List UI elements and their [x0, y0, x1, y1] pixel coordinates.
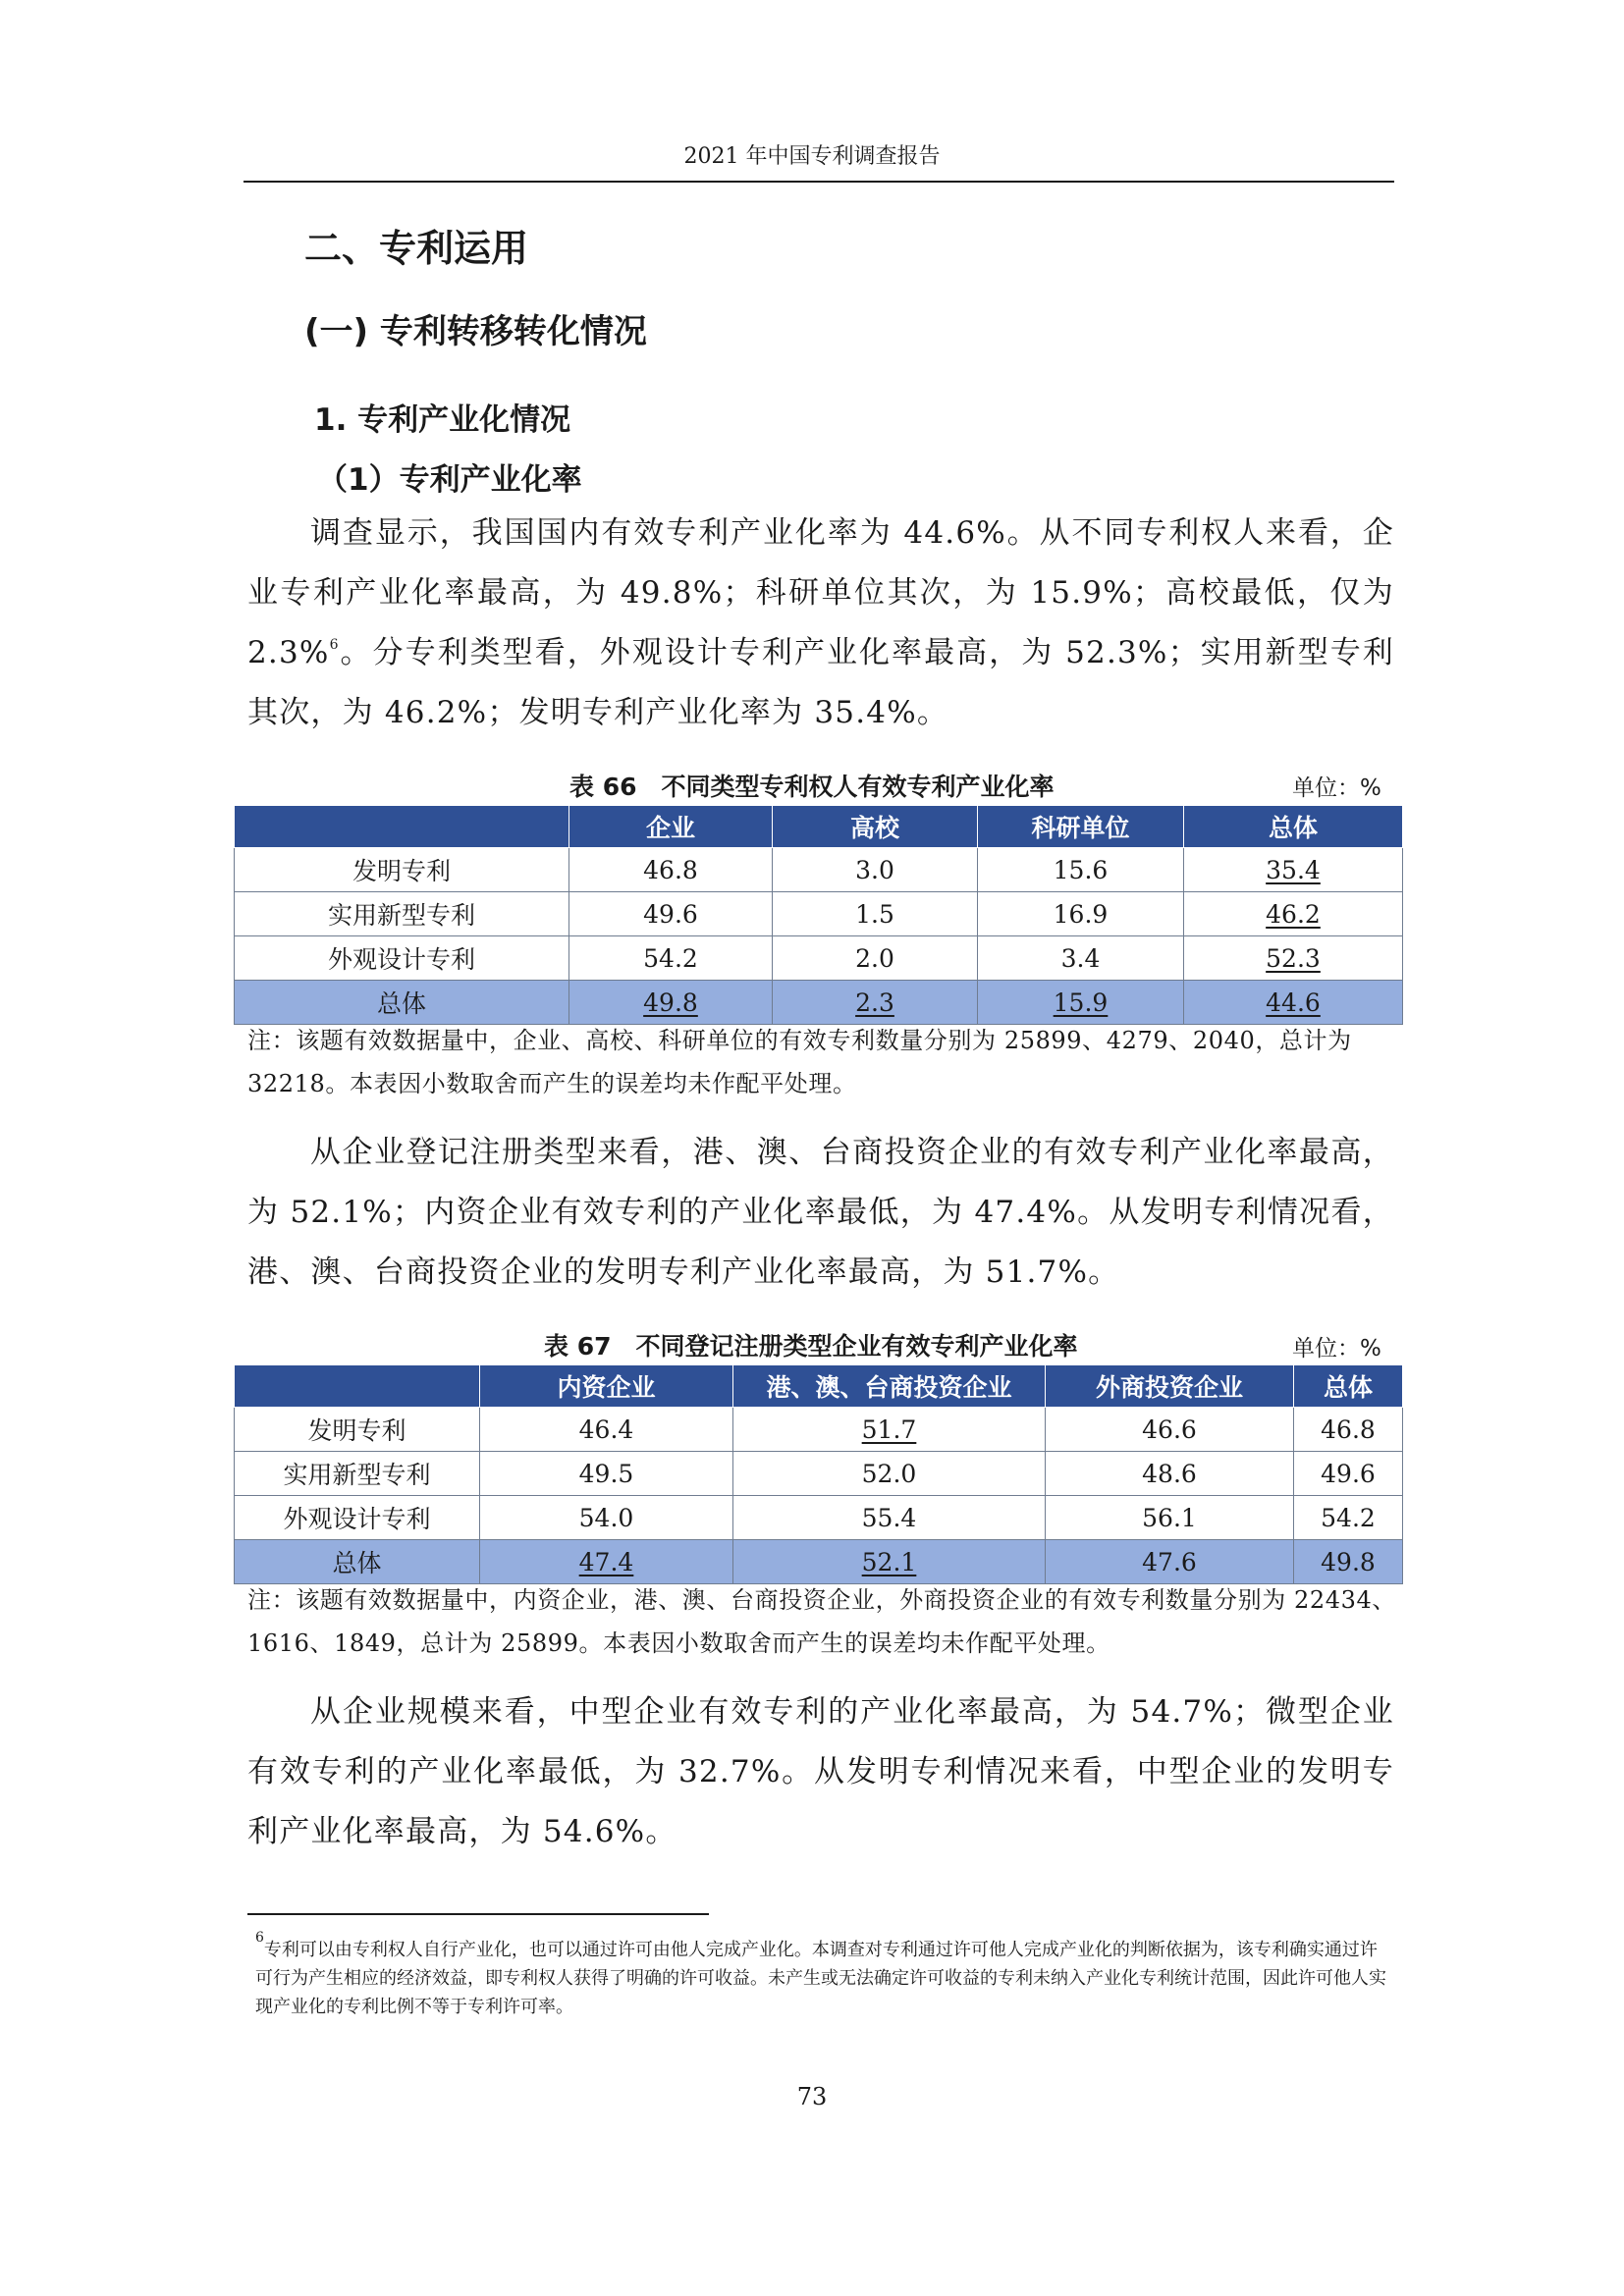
table-66-header-cell — [235, 806, 569, 848]
table-cell-value: 51.7 — [861, 1415, 917, 1444]
table-cell-value: 52.3 — [1266, 943, 1321, 973]
paragraph-1-text-a: 调查显示，我国国内有效专利产业化率为 44.6%。从不同专利权人来看，企业专利产业化率最高，为 49.8%；科研单位其次，为 15.9%；高校最低，仅为 2.3% — [247, 515, 1394, 670]
table-cell: 49.5 — [480, 1452, 733, 1496]
row-label: 实用新型专利 — [235, 1452, 480, 1496]
table-cell — [1184, 936, 1403, 981]
table-cell — [480, 1540, 733, 1584]
table-cell: 48.6 — [1046, 1452, 1294, 1496]
row-label: 外观设计专利 — [235, 1496, 480, 1540]
table-cell-value: 15.9 — [1053, 988, 1109, 1017]
paragraph-3 — [247, 1682, 1394, 1862]
table-cell — [569, 981, 773, 1025]
table-cell: 16.9 — [978, 892, 1184, 936]
table-cell: 55.4 — [733, 1496, 1046, 1540]
table-cell — [773, 981, 978, 1025]
paragraph-2-text: 从企业登记注册类型来看，港、澳、台商投资企业的有效专利产业化率最高，为 52.1%；内资企业有效专利的产业化率最低，为 47.4%。从发明专利情况看，港、澳、台商投资企业的发明专利产业化率最高，为 51.7%。 — [247, 1135, 1394, 1290]
table-67-header-row — [235, 1365, 1403, 1408]
table-row — [235, 1408, 1403, 1452]
table-cell-value: 44.6 — [1266, 988, 1321, 1017]
table-66 — [234, 805, 1403, 1025]
table-cell: 2.0 — [773, 936, 978, 981]
table-cell-value: 35.4 — [1266, 855, 1321, 884]
table-cell: 47.6 — [1046, 1540, 1294, 1584]
table-66-note: 注：该题有效数据量中，企业、高校、科研单位的有效专利数量分别为 25899、4279、2040，总计为 32218。本表因小数取舍而产生的误差均未作配平处理。 — [247, 1027, 1352, 1097]
paragraph-1 — [247, 504, 1394, 743]
table-67-caption: 表 67 不同登记注册类型企业有效专利产业化率 — [544, 1332, 1078, 1361]
table-67 — [234, 1364, 1403, 1584]
table-cell: 15.6 — [978, 848, 1184, 892]
table-cell — [733, 1540, 1046, 1584]
table-67-note: 注：该题有效数据量中，内资企业，港、澳、台商投资企业，外商投资企业的有效专利数量分别为 22434、1616、1849，总计为 25899。本表因小数取舍而产生的误差均未作配平处理。 — [247, 1586, 1396, 1657]
row-label: 外观设计专利 — [235, 936, 569, 981]
table-66-header-cell: 高校 — [773, 806, 978, 848]
row-label: 实用新型专利 — [235, 892, 569, 936]
table-cell: 49.6 — [1294, 1452, 1403, 1496]
table-cell — [1184, 892, 1403, 936]
table-cell: 54.2 — [1294, 1496, 1403, 1540]
footnote-ref: 6 — [329, 637, 340, 653]
table-total-row — [235, 1540, 1403, 1584]
topic-heading: 1. 专利产业化情况 — [314, 402, 571, 438]
table-67-header-cell: 内资企业 — [480, 1365, 733, 1408]
table-cell-value: 49.8 — [643, 988, 698, 1017]
running-header: 2021 年中国专利调查报告 — [683, 144, 941, 169]
table-row — [235, 1496, 1403, 1540]
table-66-header-cell: 企业 — [569, 806, 773, 848]
footnote-marker: 6 — [255, 1930, 264, 1946]
table-row — [235, 848, 1403, 892]
table-cell: 46.4 — [480, 1408, 733, 1452]
table-cell: 52.0 — [733, 1452, 1046, 1496]
table-row — [235, 936, 1403, 981]
table-66-header-row — [235, 806, 1403, 848]
table-cell — [1184, 848, 1403, 892]
subsection-heading: (一) 专利转移转化情况 — [304, 312, 647, 351]
table-cell — [1184, 981, 1403, 1025]
table-66-unit: 单位：% — [1292, 775, 1381, 801]
table-67-header-cell: 外商投资企业 — [1046, 1365, 1294, 1408]
table-cell: 49.6 — [569, 892, 773, 936]
subtopic-heading: （1）专利产业化率 — [317, 462, 582, 498]
table-cell: 46.8 — [569, 848, 773, 892]
table-cell-value: 52.1 — [861, 1547, 917, 1576]
row-label: 总体 — [235, 1540, 480, 1584]
table-cell-value: 46.2 — [1266, 899, 1321, 929]
table-cell — [978, 981, 1184, 1025]
row-label: 发明专利 — [235, 848, 569, 892]
table-row — [235, 1452, 1403, 1496]
paragraph-3-text: 从企业规模来看，中型企业有效专利的产业化率最高，为 54.7%；微型企业有效专利的产业化率最低，为 32.7%。从发明专利情况来看，中型企业的发明专利产业化率最高，为 54.6%。 — [247, 1694, 1394, 1849]
table-67-header-cell — [235, 1365, 480, 1408]
row-label: 发明专利 — [235, 1408, 480, 1452]
table-cell-value: 47.4 — [578, 1547, 634, 1576]
table-66-caption: 表 66 不同类型专利权人有效专利产业化率 — [569, 773, 1055, 801]
paragraph-1-text-b: 。分专利类型看，外观设计专利产业化率最高，为 52.3%；实用新型专利其次，为 46.2%；发明专利产业化率为 35.4%。 — [247, 635, 1394, 730]
table-cell: 46.8 — [1294, 1408, 1403, 1452]
footnote-rule — [247, 1913, 709, 1915]
table-row — [235, 892, 1403, 936]
table-cell: 3.0 — [773, 848, 978, 892]
table-67-header-cell: 总体 — [1294, 1365, 1403, 1408]
table-cell: 1.5 — [773, 892, 978, 936]
table-cell: 3.4 — [978, 936, 1184, 981]
table-cell: 56.1 — [1046, 1496, 1294, 1540]
table-total-row — [235, 981, 1403, 1025]
section-heading: 二、专利运用 — [304, 227, 529, 270]
table-67-unit: 单位：% — [1292, 1336, 1381, 1362]
table-cell: 46.6 — [1046, 1408, 1294, 1452]
table-cell: 54.0 — [480, 1496, 733, 1540]
table-66-header-cell: 总体 — [1184, 806, 1403, 848]
table-cell: 49.8 — [1294, 1540, 1403, 1584]
table-cell — [733, 1408, 1046, 1452]
table-cell: 54.2 — [569, 936, 773, 981]
footnote-text: 专利可以由专利权人自行产业化，也可以通过许可由他人完成产业化。本调查对专利通过许可他人完成产业化的判断依据为，该专利确实通过许可行为产生相应的经济效益，即专利权人获得了明确的许可收益。未产生或无法确定许可收益的专利未纳入产业化专利统计范围，因此许可他人实现产业化的专利比例不等于专利许可率。 — [255, 1940, 1386, 2017]
table-67-header-cell: 港、澳、台商投资企业 — [733, 1365, 1046, 1408]
page-number: 73 — [796, 2083, 828, 2110]
table-cell-value: 2.3 — [855, 988, 894, 1017]
header-rule — [244, 181, 1394, 183]
paragraph-2 — [247, 1123, 1394, 1303]
footnote — [255, 1930, 1394, 2021]
table-66-header-cell: 科研单位 — [978, 806, 1184, 848]
row-label: 总体 — [235, 981, 569, 1025]
